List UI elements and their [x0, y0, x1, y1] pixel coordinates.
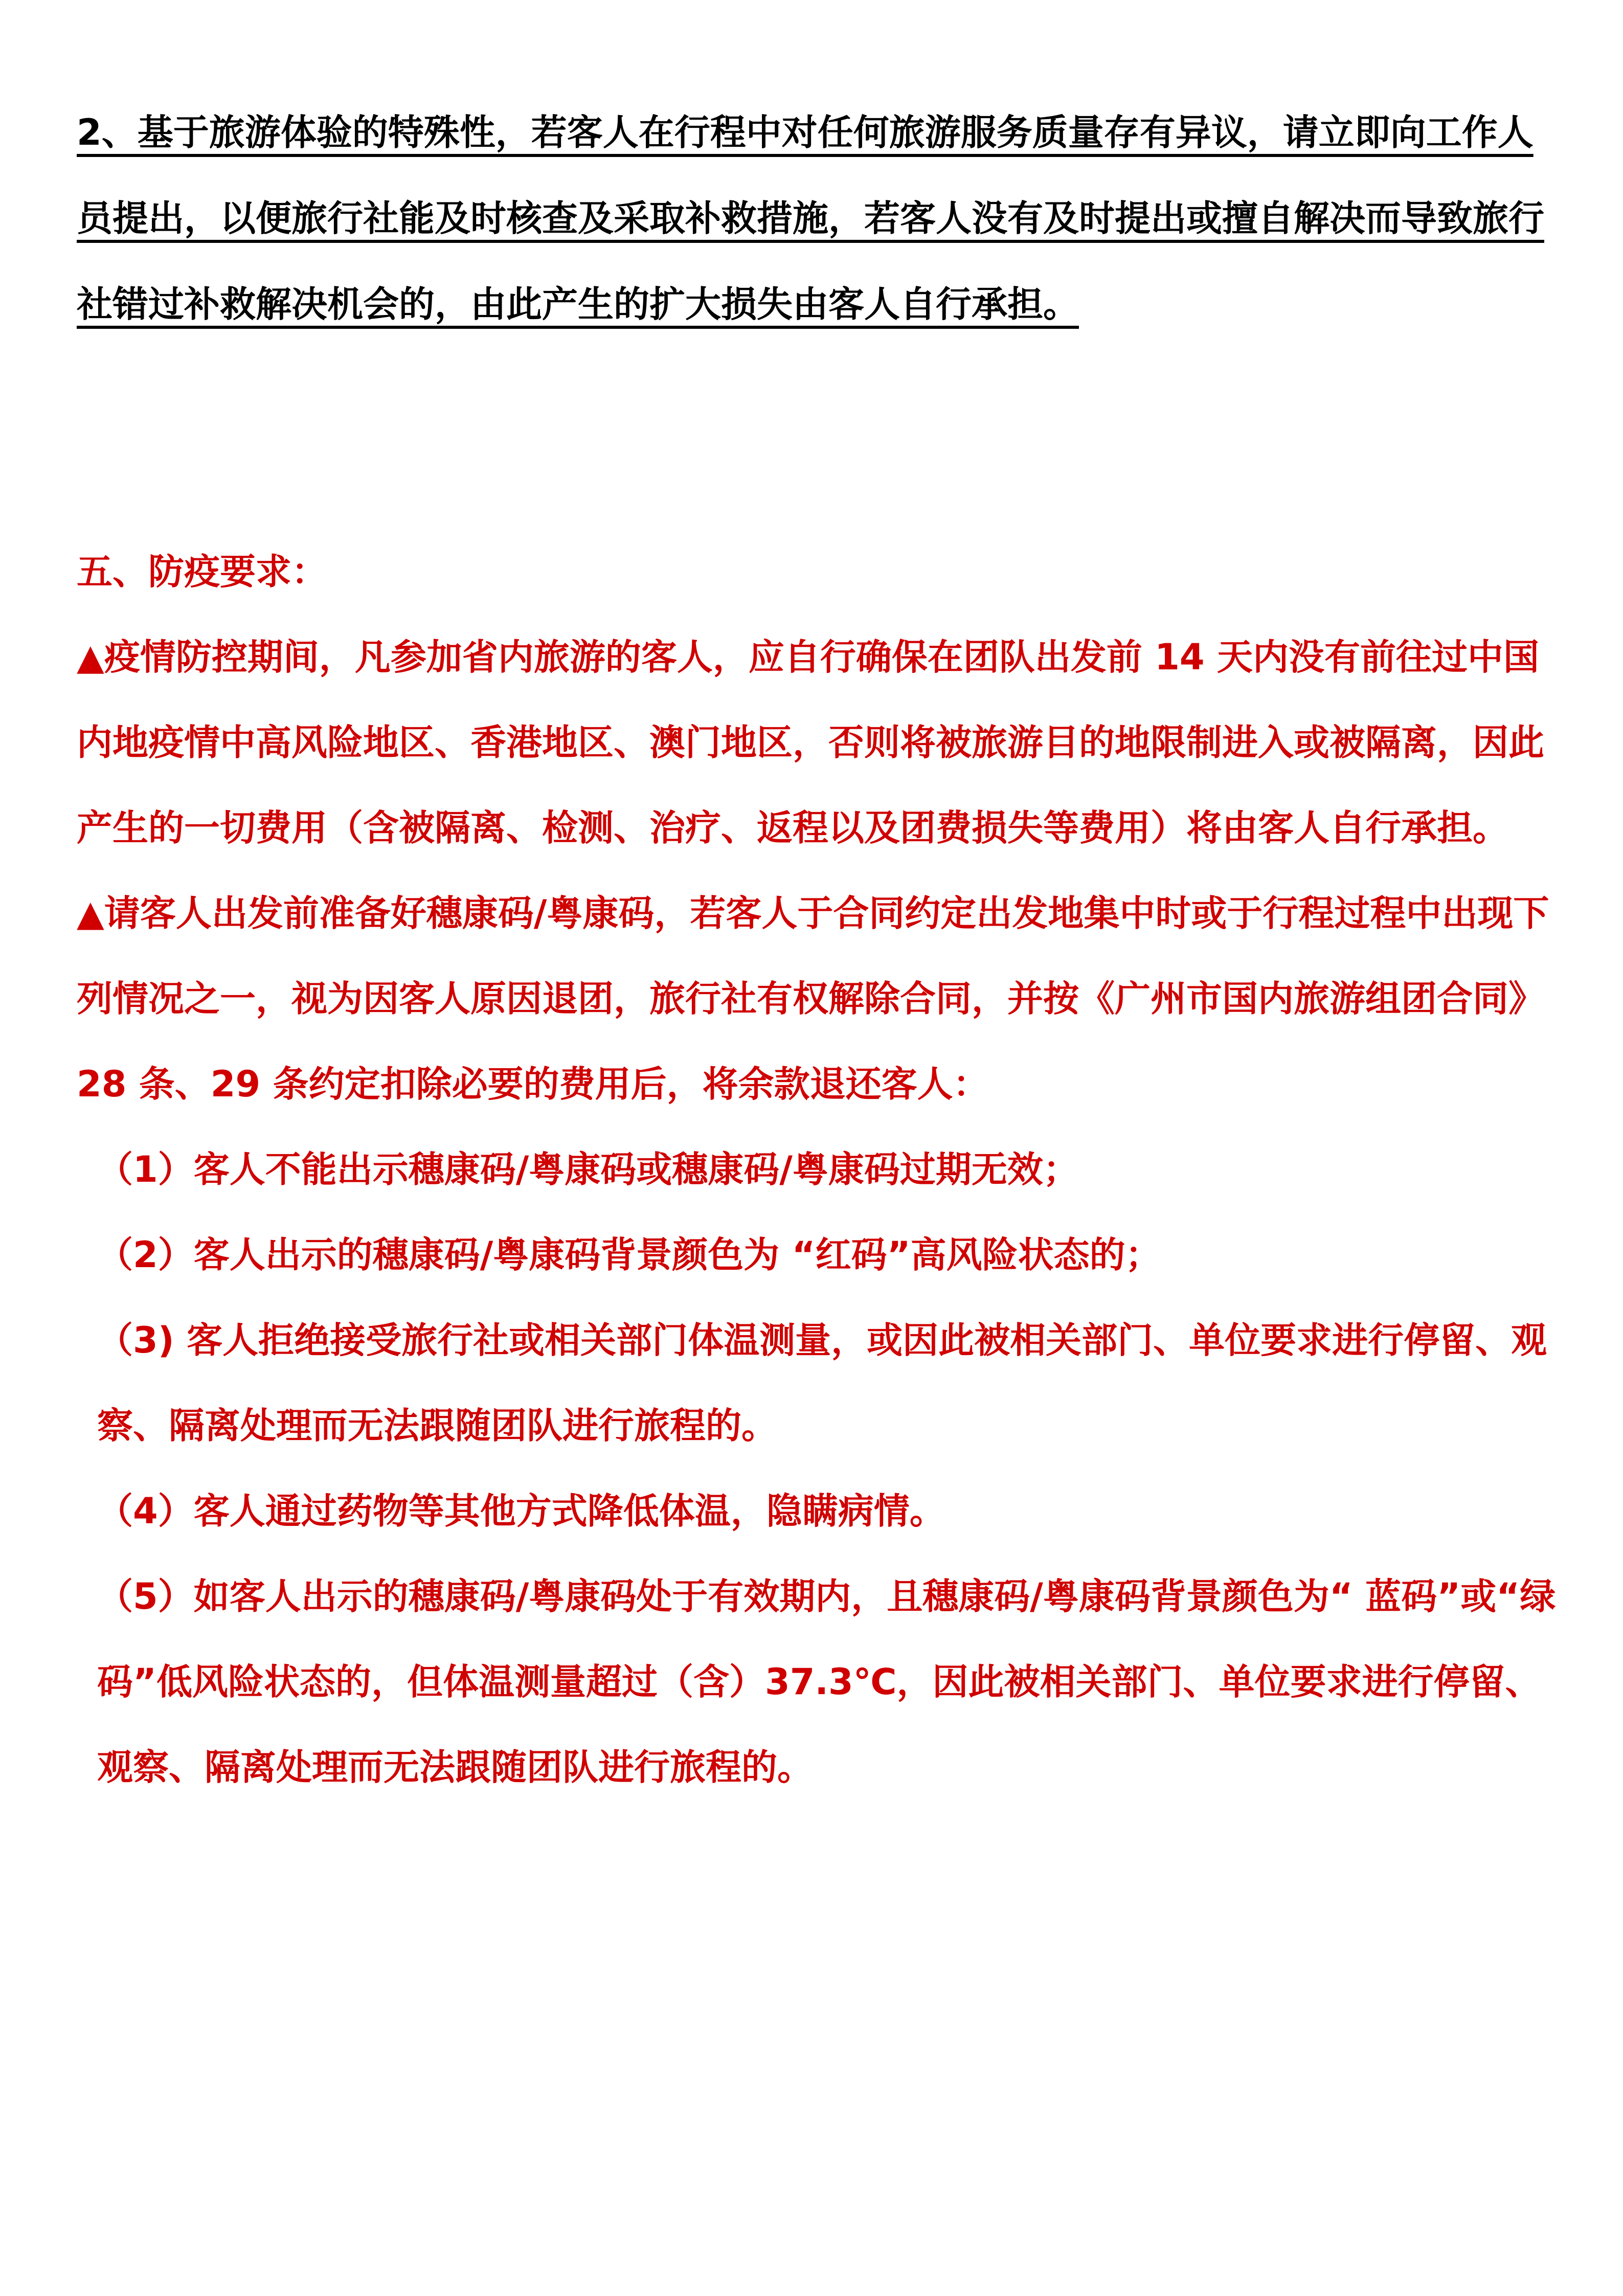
section-5-heading: 五、防疫要求：: [77, 551, 327, 593]
section-5-notice-1: ▲疫情防控期间，凡参加省内旅游的客人，应自行确保在团队出发前 14 天内没有前往过中国内地疫情中高风险地区、香港地区、澳门地区，否则将被旅游目的地限制进入或被隔离，因此产生的一切费用（含被隔离、检测、治疗、返程以及团费损失等费用）将由客人自行承担。: [77, 636, 1544, 849]
document-page: [77, 89, 1560, 1788]
section-5-item-5: （5）如客人出示的穗康码/粤康码处于有效期内，且穗康码/粤康码背景颜色为“ 蓝码”或“绿码”低风险状态的，但体温测量超过（含）37.3℃，因此被相关部门、单位要求进行停留、观察、隔离处理而无法跟随团队进行旅程的。: [97, 1575, 1556, 1788]
section-5-item-2: （2）客人出示的穗康码/粤康码背景颜色为 “红码”高风险状态的；: [97, 1234, 1161, 1276]
paragraph-2-text: 2、基于旅游体验的特殊性，若客人在行程中对任何旅游服务质量存有异议，请立即向工作人员提出，以便旅行社能及时核查及采取补救措施，若客人没有及时提出或擅自解决而导致旅行社错过补救解决机会的，由此产生的扩大损失由客人自行承担。: [77, 111, 1544, 325]
section-5-item-3: （3) 客人拒绝接受旅行社或相关部门体温测量，或因此被相关部门、单位要求进行停留、观察、隔离处理而无法跟随团队进行旅程的。: [97, 1319, 1547, 1447]
section-5-item-1: （1）客人不能出示穗康码/粤康码或穗康码/粤康码过期无效；: [97, 1149, 1079, 1190]
section-5-epidemic-requirements: [77, 529, 1560, 1810]
paragraph-2: [77, 89, 1560, 347]
section-5-notice-2: ▲请客人出发前准备好穗康码/粤康码，若客人于合同约定出发地集中时或于行程过程中出现下列情况之一，视为因客人原因退团，旅行社有权解除合同，并按《广州市国内旅游组团合同》28 条、29 条约定扣除必要的费用后，将余款退还客人：: [77, 892, 1549, 1105]
section-5-item-4: （4）客人通过药物等其他方式降低体温，隐瞒病情。: [97, 1490, 945, 1532]
